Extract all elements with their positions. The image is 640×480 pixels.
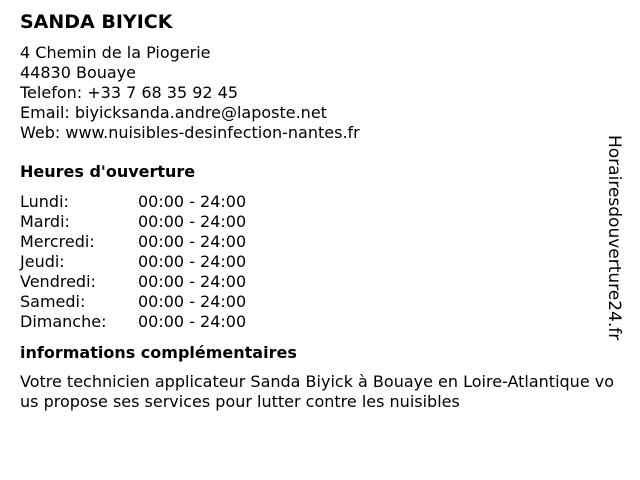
time-range: 00:00 - 24:00 xyxy=(138,292,247,311)
day-label: Dimanche: xyxy=(20,312,107,331)
hours-heading: Heures d'ouverture xyxy=(20,162,196,181)
time-range: 00:00 - 24:00 xyxy=(138,312,247,331)
business-card xyxy=(20,10,620,412)
day-label: Mardi: xyxy=(20,212,70,231)
info-heading: informations complémentaires xyxy=(20,343,297,362)
info-description: Votre technicien applicateur Sanda Biyick à Bouaye en Loire-Atlantique vous propose ses services pour lutter contre les nuisibles xyxy=(20,372,614,411)
phone-line: Telefon: +33 7 68 35 92 45 xyxy=(20,83,239,102)
hours-row-saturday xyxy=(20,292,620,312)
address-city: 44830 Bouaye xyxy=(20,63,137,82)
hours-row-thursday xyxy=(20,252,620,272)
hours-row-friday xyxy=(20,272,620,292)
day-label: Jeudi: xyxy=(20,252,65,271)
time-range: 00:00 - 24:00 xyxy=(138,232,247,251)
time-range: 00:00 - 24:00 xyxy=(138,252,247,271)
hours-row-tuesday xyxy=(20,212,620,232)
day-label: Lundi: xyxy=(20,192,69,211)
time-range: 00:00 - 24:00 xyxy=(138,212,247,231)
business-name: SANDA BIYICK xyxy=(20,11,173,33)
address-street: 4 Chemin de la Piogerie xyxy=(20,43,211,62)
day-label: Mercredi: xyxy=(20,232,95,251)
time-range: 00:00 - 24:00 xyxy=(138,192,247,211)
web-line: Web: www.nuisibles-desinfection-nantes.fr xyxy=(20,123,360,142)
hours-row-monday xyxy=(20,192,620,212)
hours-row-wednesday xyxy=(20,232,620,252)
time-range: 00:00 - 24:00 xyxy=(138,272,247,291)
site-watermark: Horairesdouverture24.fr xyxy=(604,135,624,341)
day-label: Vendredi: xyxy=(20,272,96,291)
day-label: Samedi: xyxy=(20,292,86,311)
email-line: Email: biyicksanda.andre@laposte.net xyxy=(20,103,327,122)
hours-table xyxy=(20,192,620,332)
hours-row-sunday xyxy=(20,312,620,332)
